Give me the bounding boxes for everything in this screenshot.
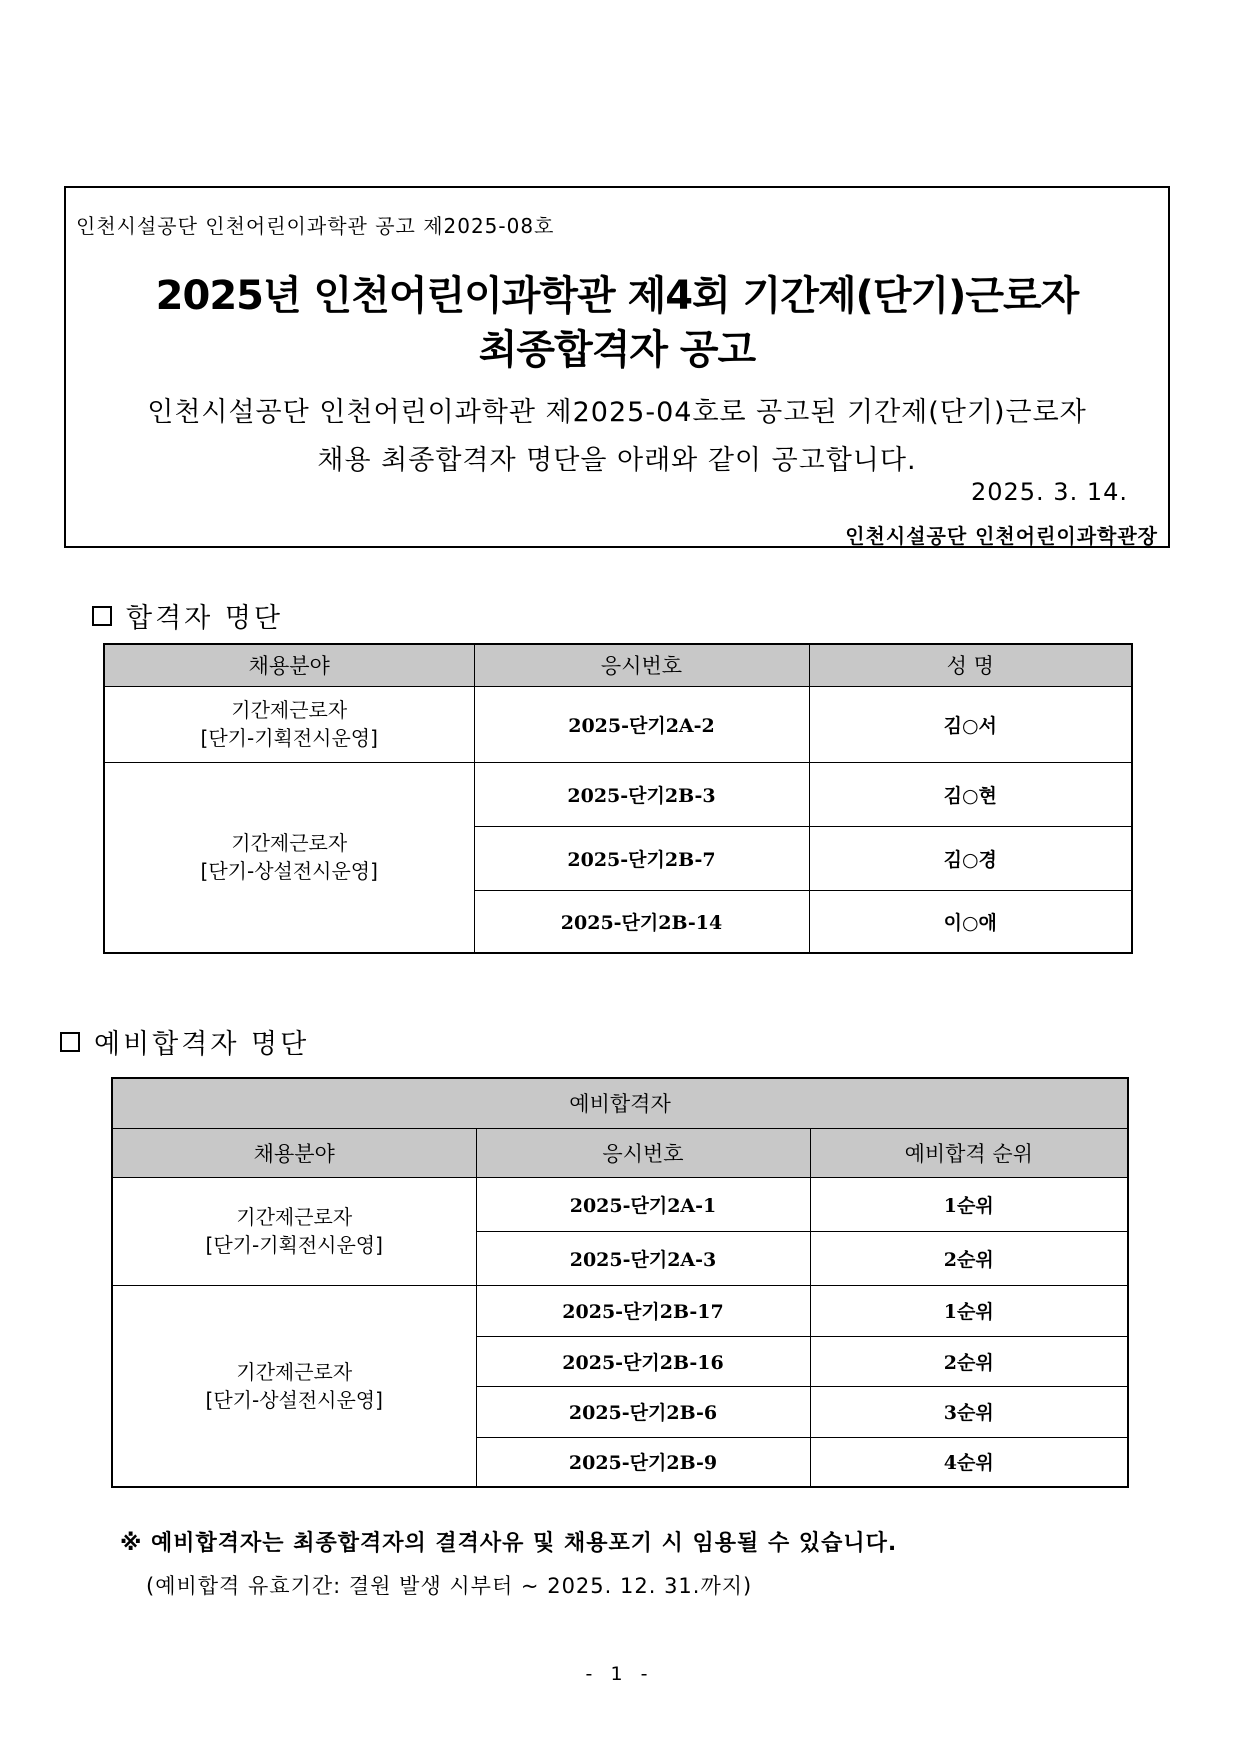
field-cell	[112, 1177, 476, 1285]
reserve-caption: 예비합격자	[112, 1078, 1128, 1128]
applicant-number: 2025-단기2A-3	[476, 1231, 810, 1285]
field-line1: 기간제근로자	[236, 1205, 353, 1229]
checkbox-icon	[60, 1032, 80, 1052]
field-line2: [단기-기획전시운영]	[205, 1233, 383, 1257]
table-row	[104, 686, 1132, 762]
header-number: 응시번호	[474, 644, 809, 686]
field-cell	[112, 1285, 476, 1487]
reserve-rank: 4순위	[810, 1437, 1128, 1487]
reserve-rank: 2순위	[810, 1336, 1128, 1386]
table-row	[104, 762, 1132, 826]
reserve-heading-text: 예비합격자 명단	[94, 1029, 310, 1060]
field-line2: [단기-상설전시운영]	[205, 1387, 383, 1412]
notice-date: 2025. 3. 14.	[970, 478, 1128, 506]
footnote-note: ※ 예비합격자는 최종합격자의 결격사유 및 채용포기 시 임용될 수 있습니다.	[120, 1531, 898, 1556]
successful-table	[103, 643, 1133, 954]
field-line1: 기간제근로자	[231, 831, 348, 856]
footnote-validity: (예비합격 유효기간: 결원 발생 시부터 ~ 2025. 12. 31.까지)	[146, 1574, 753, 1598]
reserve-rank: 3순위	[810, 1386, 1128, 1437]
header-field: 채용분야	[112, 1128, 476, 1177]
field-cell	[104, 762, 474, 953]
applicant-number: 2025-단기2B-6	[476, 1386, 810, 1437]
applicant-number: 2025-단기2B-14	[474, 890, 809, 953]
notice-number: 인천시설공단 인천어린이과학관 공고 제2025-08호	[76, 214, 555, 238]
field-cell	[104, 686, 474, 762]
table-row	[112, 1285, 1128, 1336]
field-line1: 기간제근로자	[236, 1359, 353, 1384]
reserve-rank: 1순위	[810, 1177, 1128, 1231]
notice-body-line1: 인천시설공단 인천어린이과학관 제2025-04호로 공고된 기간제(단기)근로자	[147, 397, 1087, 428]
applicant-number: 2025-단기2A-2	[474, 686, 809, 762]
checkbox-icon	[92, 606, 112, 626]
applicant-number: 2025-단기2B-9	[476, 1437, 810, 1487]
field-line1: 기간제근로자	[231, 698, 348, 722]
table-caption-row	[112, 1078, 1128, 1128]
reserve-heading	[60, 1022, 309, 1061]
reserve-rank: 1순위	[810, 1285, 1128, 1336]
header-rank: 예비합격 순위	[810, 1128, 1128, 1177]
page-number: - 1 -	[585, 1663, 654, 1685]
header-name: 성 명	[809, 644, 1132, 686]
applicant-number: 2025-단기2A-1	[476, 1177, 810, 1231]
notice-box	[64, 186, 1170, 548]
applicant-name: 김○경	[809, 826, 1132, 890]
table-header-row	[104, 644, 1132, 686]
table-header-row	[112, 1128, 1128, 1177]
applicant-name: 이○애	[809, 890, 1132, 953]
notice-title-line2: 최종합격자 공고	[478, 327, 756, 373]
header-number: 응시번호	[476, 1128, 810, 1177]
applicant-number: 2025-단기2B-7	[474, 826, 809, 890]
notice-issuer: 인천시설공단 인천어린이과학관장	[845, 524, 1158, 548]
field-line2: [단기-상설전시운영]	[200, 859, 378, 884]
successful-heading-text: 합격자 명단	[126, 603, 283, 634]
applicant-name: 김○현	[809, 762, 1132, 826]
applicant-number: 2025-단기2B-3	[474, 762, 809, 826]
notice-title-line1: 2025년 인천어린이과학관 제4회 기간제(단기)근로자	[155, 273, 1079, 319]
notice-body-line2: 채용 최종합격자 명단을 아래와 같이 공고합니다.	[317, 445, 917, 476]
applicant-name: 김○서	[809, 686, 1132, 762]
applicant-number: 2025-단기2B-16	[476, 1336, 810, 1386]
applicant-number: 2025-단기2B-17	[476, 1285, 810, 1336]
successful-heading	[92, 596, 283, 635]
reserve-rank: 2순위	[810, 1231, 1128, 1285]
field-line2: [단기-기획전시운영]	[200, 726, 378, 750]
table-row	[112, 1177, 1128, 1231]
reserve-table	[111, 1077, 1129, 1488]
header-field: 채용분야	[104, 644, 474, 686]
